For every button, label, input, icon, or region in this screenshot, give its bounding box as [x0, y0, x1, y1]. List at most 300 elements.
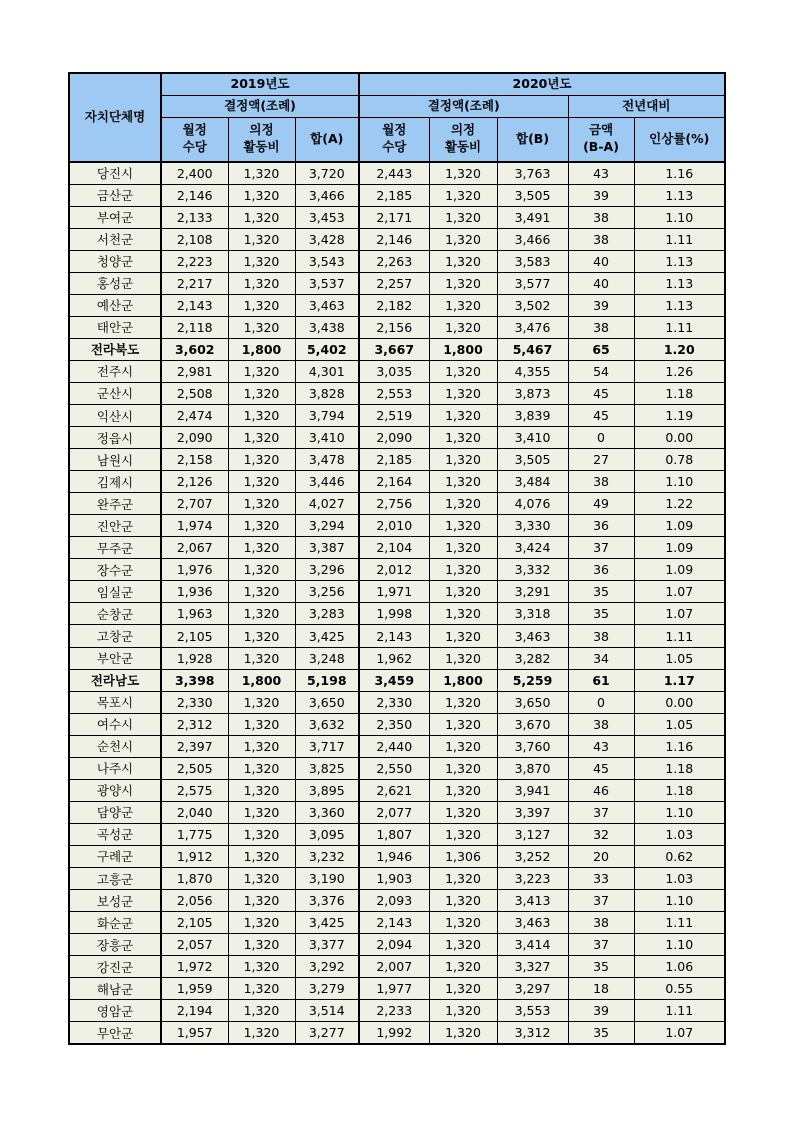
- cell-rate: 1.10: [634, 934, 725, 956]
- cell-sum-b: 3,318: [497, 603, 568, 625]
- table-row: [69, 713, 725, 735]
- cell-activity-2020: 1,320: [429, 559, 497, 581]
- cell-rate: 0.78: [634, 449, 725, 471]
- cell-amount: 36: [568, 515, 634, 537]
- cell-name: 남원시: [69, 449, 161, 471]
- cell-monthly-2020: 2,094: [359, 934, 429, 956]
- cell-sum-b: 3,297: [497, 978, 568, 1000]
- cell-sum-a: 3,294: [295, 515, 359, 537]
- cell-activity-2019: 1,320: [228, 515, 295, 537]
- cell-monthly-2020: 2,146: [359, 228, 429, 250]
- cell-rate: 1.03: [634, 823, 725, 845]
- cell-activity-2019: 1,320: [228, 206, 295, 228]
- cell-name: 서천군: [69, 228, 161, 250]
- table-row: [69, 471, 725, 493]
- cell-monthly-2019: 2,505: [161, 757, 228, 779]
- cell-amount: 38: [568, 912, 634, 934]
- cell-amount: 45: [568, 405, 634, 427]
- cell-monthly-2020: 1,807: [359, 823, 429, 845]
- table-row: [69, 405, 725, 427]
- cell-sum-b: 3,505: [497, 184, 568, 206]
- cell-name: 목포시: [69, 691, 161, 713]
- table-row: [69, 427, 725, 449]
- cell-name: 당진시: [69, 162, 161, 184]
- header-activity-2019: 의정 활동비: [228, 117, 295, 162]
- cell-monthly-2020: 2,007: [359, 956, 429, 978]
- cell-monthly-2019: 2,575: [161, 779, 228, 801]
- cell-amount: 37: [568, 537, 634, 559]
- cell-monthly-2019: 2,133: [161, 206, 228, 228]
- cell-sum-a: 3,632: [295, 713, 359, 735]
- cell-sum-b: 3,463: [497, 912, 568, 934]
- cell-activity-2019: 1,320: [228, 405, 295, 427]
- cell-sum-b: 3,491: [497, 206, 568, 228]
- cell-sum-b: 5,259: [497, 669, 568, 691]
- cell-sum-a: 3,453: [295, 206, 359, 228]
- cell-sum-b: 3,870: [497, 757, 568, 779]
- cell-activity-2020: 1,320: [429, 978, 497, 1000]
- cell-monthly-2019: 1,775: [161, 823, 228, 845]
- cell-monthly-2020: 2,093: [359, 890, 429, 912]
- cell-monthly-2019: 1,963: [161, 603, 228, 625]
- cell-activity-2019: 1,320: [228, 625, 295, 647]
- cell-activity-2020: 1,320: [429, 206, 497, 228]
- cell-name: 영암군: [69, 1000, 161, 1022]
- cell-name: 부안군: [69, 647, 161, 669]
- cell-activity-2019: 1,320: [228, 823, 295, 845]
- cell-activity-2019: 1,320: [228, 603, 295, 625]
- cell-activity-2020: 1,320: [429, 471, 497, 493]
- header-year-2019: 2019년도: [161, 73, 359, 95]
- cell-monthly-2020: 2,440: [359, 735, 429, 757]
- cell-sum-b: 3,330: [497, 515, 568, 537]
- cell-activity-2020: 1,320: [429, 316, 497, 338]
- cell-monthly-2019: 2,223: [161, 250, 228, 272]
- cell-name: 해남군: [69, 978, 161, 1000]
- cell-monthly-2019: 1,912: [161, 845, 228, 867]
- table-row: [69, 735, 725, 757]
- cell-name: 완주군: [69, 493, 161, 515]
- table-row: [69, 868, 725, 890]
- cell-sum-b: 4,355: [497, 360, 568, 382]
- table-row: [69, 206, 725, 228]
- cell-monthly-2020: 1,962: [359, 647, 429, 669]
- cell-sum-a: 3,232: [295, 845, 359, 867]
- cell-sum-b: 3,413: [497, 890, 568, 912]
- cell-monthly-2019: 1,957: [161, 1022, 228, 1044]
- cell-activity-2019: 1,320: [228, 956, 295, 978]
- cell-monthly-2019: 2,056: [161, 890, 228, 912]
- cell-sum-a: 3,190: [295, 868, 359, 890]
- cell-monthly-2020: 2,550: [359, 757, 429, 779]
- cell-activity-2019: 1,320: [228, 845, 295, 867]
- cell-name: 금산군: [69, 184, 161, 206]
- cell-monthly-2020: 2,519: [359, 405, 429, 427]
- table-row: [69, 581, 725, 603]
- cell-rate: 1.13: [634, 250, 725, 272]
- cell-monthly-2019: 2,105: [161, 912, 228, 934]
- cell-rate: 0.00: [634, 427, 725, 449]
- cell-activity-2020: 1,320: [429, 625, 497, 647]
- table-row-province: [69, 669, 725, 691]
- cell-activity-2019: 1,320: [228, 890, 295, 912]
- cell-sum-b: 3,505: [497, 449, 568, 471]
- cell-sum-a: 3,425: [295, 625, 359, 647]
- cell-activity-2020: 1,320: [429, 912, 497, 934]
- cell-activity-2019: 1,320: [228, 427, 295, 449]
- cell-name: 익산시: [69, 405, 161, 427]
- table-row: [69, 294, 725, 316]
- cell-monthly-2019: 2,158: [161, 449, 228, 471]
- cell-rate: 1.11: [634, 1000, 725, 1022]
- cell-activity-2020: 1,320: [429, 713, 497, 735]
- cell-amount: 0: [568, 691, 634, 713]
- cell-activity-2019: 1,320: [228, 912, 295, 934]
- cell-sum-b: 3,760: [497, 735, 568, 757]
- table-row: [69, 956, 725, 978]
- cell-monthly-2020: 2,156: [359, 316, 429, 338]
- cell-monthly-2019: 1,870: [161, 868, 228, 890]
- cell-rate: 1.07: [634, 603, 725, 625]
- cell-monthly-2020: 2,553: [359, 382, 429, 404]
- header-decided-2019: 결정액(조례): [161, 95, 359, 117]
- cell-sum-a: 3,425: [295, 912, 359, 934]
- cell-monthly-2020: 2,350: [359, 713, 429, 735]
- cell-monthly-2019: 2,040: [161, 801, 228, 823]
- cell-activity-2019: 1,320: [228, 162, 295, 184]
- cell-amount: 37: [568, 890, 634, 912]
- cell-sum-b: 3,332: [497, 559, 568, 581]
- cell-amount: 0: [568, 427, 634, 449]
- table-row: [69, 603, 725, 625]
- cell-rate: 0.55: [634, 978, 725, 1000]
- cell-activity-2020: 1,320: [429, 603, 497, 625]
- cell-amount: 61: [568, 669, 634, 691]
- cell-activity-2020: 1,320: [429, 537, 497, 559]
- cell-rate: 1.26: [634, 360, 725, 382]
- cell-name: 태안군: [69, 316, 161, 338]
- cell-monthly-2019: 2,400: [161, 162, 228, 184]
- cell-name: 군산시: [69, 382, 161, 404]
- cell-activity-2019: 1,320: [228, 537, 295, 559]
- cell-rate: 1.16: [634, 162, 725, 184]
- cell-activity-2019: 1,320: [228, 978, 295, 1000]
- cell-activity-2020: 1,320: [429, 647, 497, 669]
- cell-activity-2019: 1,800: [228, 669, 295, 691]
- cell-monthly-2020: 2,257: [359, 272, 429, 294]
- table-row: [69, 272, 725, 294]
- cell-amount: 34: [568, 647, 634, 669]
- cell-amount: 43: [568, 162, 634, 184]
- cell-amount: 38: [568, 625, 634, 647]
- cell-rate: 1.07: [634, 581, 725, 603]
- cell-monthly-2019: 1,936: [161, 581, 228, 603]
- cell-sum-a: 3,410: [295, 427, 359, 449]
- cell-sum-b: 3,463: [497, 625, 568, 647]
- cell-activity-2020: 1,320: [429, 779, 497, 801]
- cell-sum-a: 4,301: [295, 360, 359, 382]
- cell-sum-b: 3,414: [497, 934, 568, 956]
- cell-sum-a: 3,446: [295, 471, 359, 493]
- cell-activity-2019: 1,320: [228, 316, 295, 338]
- cell-activity-2019: 1,320: [228, 250, 295, 272]
- table-row: [69, 1000, 725, 1022]
- cell-sum-b: 3,583: [497, 250, 568, 272]
- cell-amount: 37: [568, 934, 634, 956]
- cell-rate: 1.05: [634, 713, 725, 735]
- cell-activity-2019: 1,320: [228, 735, 295, 757]
- table-header: [69, 73, 725, 162]
- cell-sum-a: 3,537: [295, 272, 359, 294]
- cell-sum-a: 3,828: [295, 382, 359, 404]
- cell-sum-b: 3,397: [497, 801, 568, 823]
- cell-activity-2020: 1,320: [429, 162, 497, 184]
- cell-activity-2019: 1,320: [228, 184, 295, 206]
- cell-sum-a: 3,650: [295, 691, 359, 713]
- cell-rate: 0.00: [634, 691, 725, 713]
- cell-name: 홍성군: [69, 272, 161, 294]
- cell-sum-a: 3,095: [295, 823, 359, 845]
- cell-activity-2020: 1,320: [429, 801, 497, 823]
- cell-name: 보성군: [69, 890, 161, 912]
- table-row: [69, 801, 725, 823]
- cell-monthly-2019: 2,508: [161, 382, 228, 404]
- table-row: [69, 691, 725, 713]
- cell-sum-a: 3,277: [295, 1022, 359, 1044]
- cell-sum-b: 3,502: [497, 294, 568, 316]
- cell-monthly-2020: 2,077: [359, 801, 429, 823]
- cell-activity-2019: 1,800: [228, 338, 295, 360]
- cell-activity-2019: 1,320: [228, 228, 295, 250]
- cell-name: 고흥군: [69, 868, 161, 890]
- cell-rate: 1.17: [634, 669, 725, 691]
- cell-sum-a: 3,895: [295, 779, 359, 801]
- cell-amount: 38: [568, 713, 634, 735]
- cell-monthly-2019: 2,981: [161, 360, 228, 382]
- cell-activity-2020: 1,320: [429, 934, 497, 956]
- table-row: [69, 647, 725, 669]
- table-row: [69, 978, 725, 1000]
- cell-rate: 1.22: [634, 493, 725, 515]
- cell-monthly-2019: 2,474: [161, 405, 228, 427]
- cell-sum-b: 3,873: [497, 382, 568, 404]
- cell-name: 예산군: [69, 294, 161, 316]
- cell-amount: 39: [568, 1000, 634, 1022]
- cell-sum-a: 3,463: [295, 294, 359, 316]
- table-row: [69, 515, 725, 537]
- cell-rate: 1.09: [634, 559, 725, 581]
- cell-name: 강진군: [69, 956, 161, 978]
- cell-sum-b: 5,467: [497, 338, 568, 360]
- cell-sum-b: 3,476: [497, 316, 568, 338]
- cell-amount: 46: [568, 779, 634, 801]
- cell-sum-b: 3,650: [497, 691, 568, 713]
- cell-activity-2019: 1,320: [228, 1000, 295, 1022]
- header-rate: 인상률(%): [634, 117, 725, 162]
- cell-monthly-2020: 1,971: [359, 581, 429, 603]
- cell-rate: 0.62: [634, 845, 725, 867]
- cell-name: 전라북도: [69, 338, 161, 360]
- cell-sum-a: 3,428: [295, 228, 359, 250]
- cell-amount: 38: [568, 471, 634, 493]
- cell-activity-2020: 1,306: [429, 845, 497, 867]
- cell-rate: 1.07: [634, 1022, 725, 1044]
- table-row: [69, 779, 725, 801]
- cell-activity-2020: 1,320: [429, 956, 497, 978]
- cell-amount: 36: [568, 559, 634, 581]
- cell-monthly-2019: 2,067: [161, 537, 228, 559]
- cell-activity-2019: 1,320: [228, 294, 295, 316]
- cell-rate: 1.05: [634, 647, 725, 669]
- cell-sum-b: 3,291: [497, 581, 568, 603]
- table-row: [69, 250, 725, 272]
- cell-sum-b: 4,076: [497, 493, 568, 515]
- cell-sum-a: 3,438: [295, 316, 359, 338]
- cell-sum-b: 3,252: [497, 845, 568, 867]
- cell-rate: 1.10: [634, 801, 725, 823]
- cell-activity-2019: 1,320: [228, 581, 295, 603]
- cell-amount: 45: [568, 757, 634, 779]
- cell-name: 화순군: [69, 912, 161, 934]
- cell-activity-2019: 1,320: [228, 801, 295, 823]
- cell-amount: 49: [568, 493, 634, 515]
- cell-amount: 35: [568, 1022, 634, 1044]
- cell-monthly-2019: 2,217: [161, 272, 228, 294]
- table-row: [69, 228, 725, 250]
- cell-rate: 1.10: [634, 206, 725, 228]
- cell-activity-2020: 1,320: [429, 823, 497, 845]
- cell-amount: 27: [568, 449, 634, 471]
- cell-activity-2019: 1,320: [228, 272, 295, 294]
- cell-monthly-2020: 2,182: [359, 294, 429, 316]
- cell-rate: 1.13: [634, 272, 725, 294]
- table-row: [69, 316, 725, 338]
- cell-sum-b: 3,223: [497, 868, 568, 890]
- cell-monthly-2020: 1,998: [359, 603, 429, 625]
- cell-activity-2020: 1,320: [429, 294, 497, 316]
- cell-monthly-2020: 2,185: [359, 184, 429, 206]
- table-row: [69, 1022, 725, 1044]
- cell-sum-a: 3,720: [295, 162, 359, 184]
- cell-activity-2019: 1,320: [228, 471, 295, 493]
- cell-activity-2020: 1,320: [429, 228, 497, 250]
- cell-sum-a: 3,256: [295, 581, 359, 603]
- table-row: [69, 162, 725, 184]
- cell-amount: 38: [568, 316, 634, 338]
- cell-monthly-2020: 2,104: [359, 537, 429, 559]
- cell-amount: 40: [568, 272, 634, 294]
- cell-amount: 40: [568, 250, 634, 272]
- cell-monthly-2019: 2,108: [161, 228, 228, 250]
- cell-activity-2020: 1,320: [429, 427, 497, 449]
- table-row: [69, 493, 725, 515]
- cell-rate: 1.10: [634, 471, 725, 493]
- cell-activity-2019: 1,320: [228, 868, 295, 890]
- cell-amount: 45: [568, 382, 634, 404]
- cell-monthly-2019: 3,398: [161, 669, 228, 691]
- cell-activity-2020: 1,320: [429, 382, 497, 404]
- cell-name: 장흥군: [69, 934, 161, 956]
- cell-activity-2019: 1,320: [228, 757, 295, 779]
- cell-monthly-2020: 3,459: [359, 669, 429, 691]
- cell-amount: 18: [568, 978, 634, 1000]
- cell-monthly-2019: 1,959: [161, 978, 228, 1000]
- cell-name: 여수시: [69, 713, 161, 735]
- cell-sum-a: 3,296: [295, 559, 359, 581]
- cell-activity-2019: 1,320: [228, 559, 295, 581]
- cell-rate: 1.18: [634, 382, 725, 404]
- cell-monthly-2019: 2,090: [161, 427, 228, 449]
- cell-rate: 1.06: [634, 956, 725, 978]
- cell-sum-a: 3,292: [295, 956, 359, 978]
- cell-sum-b: 3,553: [497, 1000, 568, 1022]
- cell-name: 곡성군: [69, 823, 161, 845]
- cell-monthly-2019: 2,057: [161, 934, 228, 956]
- table-row: [69, 757, 725, 779]
- table-row: [69, 823, 725, 845]
- cell-sum-a: 3,376: [295, 890, 359, 912]
- cell-activity-2020: 1,320: [429, 515, 497, 537]
- cell-monthly-2020: 2,263: [359, 250, 429, 272]
- cell-rate: 1.03: [634, 868, 725, 890]
- cell-amount: 39: [568, 294, 634, 316]
- table-row: [69, 449, 725, 471]
- cell-rate: 1.19: [634, 405, 725, 427]
- cell-monthly-2020: 2,233: [359, 1000, 429, 1022]
- cell-sum-a: 3,387: [295, 537, 359, 559]
- cell-amount: 33: [568, 868, 634, 890]
- cell-activity-2020: 1,800: [429, 669, 497, 691]
- cell-rate: 1.10: [634, 890, 725, 912]
- table-row: [69, 934, 725, 956]
- cell-rate: 1.18: [634, 757, 725, 779]
- cell-name: 나주시: [69, 757, 161, 779]
- table-row: [69, 382, 725, 404]
- cell-activity-2019: 1,320: [228, 360, 295, 382]
- cell-sum-a: 3,279: [295, 978, 359, 1000]
- cell-activity-2020: 1,320: [429, 691, 497, 713]
- cell-sum-b: 3,763: [497, 162, 568, 184]
- header-name-column: 자치단체명: [69, 73, 161, 162]
- header-activity-2020: 의정 활동비: [429, 117, 497, 162]
- table-row: [69, 890, 725, 912]
- cell-monthly-2020: 2,185: [359, 449, 429, 471]
- cell-sum-b: 3,577: [497, 272, 568, 294]
- cell-monthly-2020: 2,012: [359, 559, 429, 581]
- table-row: [69, 537, 725, 559]
- cell-activity-2020: 1,320: [429, 250, 497, 272]
- cell-monthly-2019: 2,312: [161, 713, 228, 735]
- cell-name: 장수군: [69, 559, 161, 581]
- cell-monthly-2019: 2,146: [161, 184, 228, 206]
- cell-name: 무안군: [69, 1022, 161, 1044]
- cell-name: 부여군: [69, 206, 161, 228]
- table-row: [69, 559, 725, 581]
- cell-monthly-2020: 2,330: [359, 691, 429, 713]
- cell-activity-2020: 1,320: [429, 405, 497, 427]
- cell-rate: 1.13: [634, 184, 725, 206]
- cell-amount: 65: [568, 338, 634, 360]
- cell-sum-b: 3,484: [497, 471, 568, 493]
- cell-activity-2019: 1,320: [228, 647, 295, 669]
- cell-monthly-2020: 3,667: [359, 338, 429, 360]
- table-body: [69, 162, 725, 1044]
- table-row: [69, 912, 725, 934]
- cell-name: 김제시: [69, 471, 161, 493]
- cell-name: 광양시: [69, 779, 161, 801]
- header-year-2020: 2020년도: [359, 73, 725, 95]
- header-monthly-2020: 월정 수당: [359, 117, 429, 162]
